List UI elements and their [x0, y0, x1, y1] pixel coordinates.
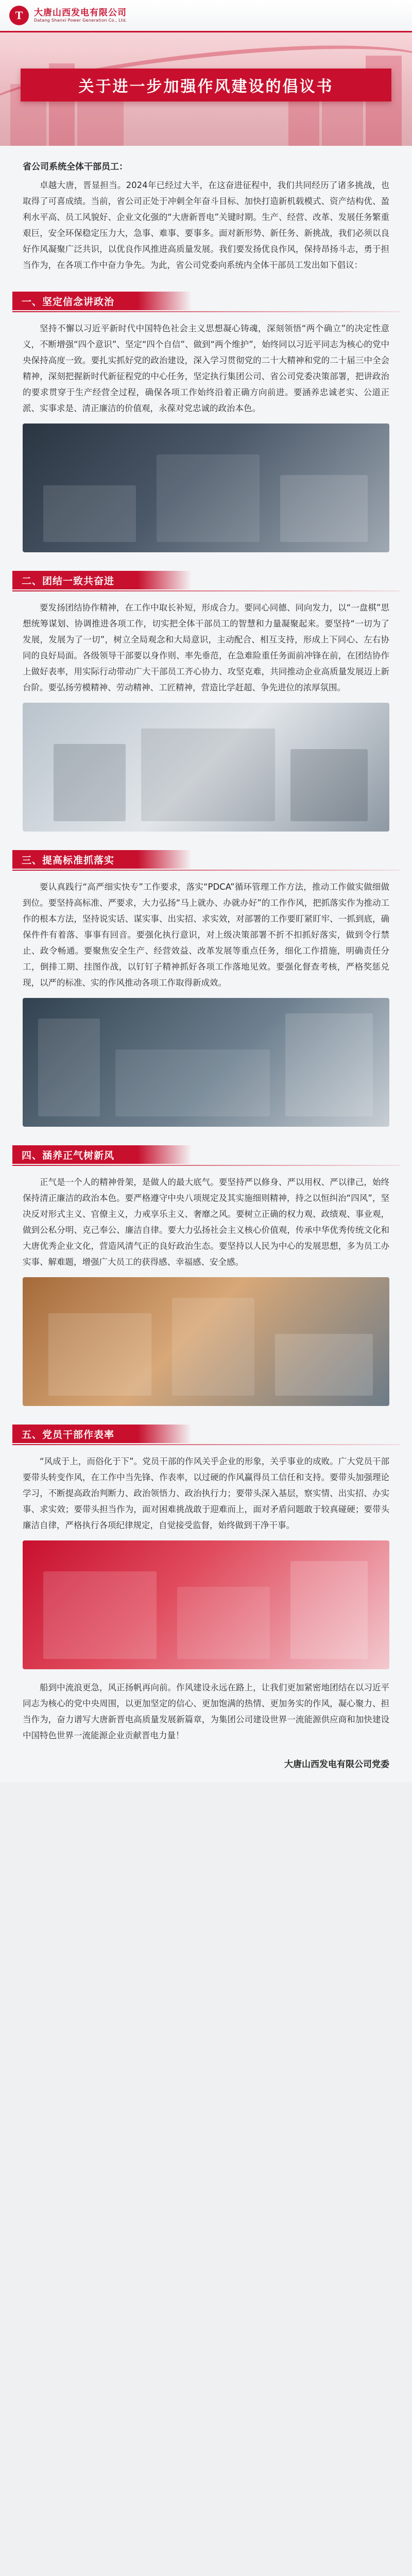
greeting: 省公司系统全体干部员工：	[23, 162, 128, 172]
building-silhouette	[77, 97, 124, 146]
signature: 大唐山西发电有限公司党委	[284, 1759, 389, 1770]
section-title-bar	[12, 850, 192, 869]
section-4-photo	[23, 1277, 389, 1406]
photo-shape	[48, 1313, 151, 1396]
photo-shape	[280, 475, 368, 542]
section-2-photo	[23, 703, 389, 832]
section-5-paragraph: “风成于上，而俗化于下”。党员干部的作风关乎企业的形象，关乎事业的成败。广大党员干部要带头转变作风，在工作中当先锋、作表率，以过硬的作风赢得员工信任和支持。要带头加强理论学习，不断提高政治判断力、政治领悟力、政治执行力；要带头深入基层，察实情、出实招、办实事、求实效；要带头担当作为，面对困难挑战敢于迎难而上，面对矛盾问题敢于较真碰硬；要带头廉洁自律，严格执行各项纪律规定，自觉接受监督，始终做到干净干事。	[23, 1456, 389, 1530]
photo-shape	[38, 1019, 100, 1116]
photo-shape	[54, 744, 126, 821]
photo-shape	[177, 1587, 270, 1659]
section-title: 一、坚定信念讲政治	[22, 296, 115, 308]
section-4-paragraph: 正气是一个人的精神骨架，是做人的最大底气。要坚持严以修身、严以用权、严以律己，始终保持清正廉洁的政治本色。要严格遵守中央八项规定及其实施细则精神，持之以恒纠治“四风”，坚决反对形式主义、官僚主义，力戒享乐主义、奢靡之风。要树立正确的权力观、政绩观、事业观，做到公私分明、克己奉公、廉洁自律。要大力弘扬社会主义核心价值观，传承中华优秀传统文化和大唐优秀企业文化，营造风清气正的良好政治生态。要坚持以人民为中心的发展思想，多为员工办实事、解难题，增强广大员工的获得感、幸福感、安全感。	[23, 1177, 389, 1267]
company-name-cn: 大唐山西发电有限公司	[34, 7, 127, 18]
section-title: 二、团结一致共奋进	[22, 575, 115, 587]
section-3-paragraph: 要认真践行“高严细实快专”工作要求，落实“PDCA”循环管理工作方法，推动工作做实做细做到位。要坚持高标准、严要求，大力弘扬“马上就办、办就办好”的工作作风，把抓落实作为推动工作的根本方法，坚持说实话、谋实事、出实招、求实效，对部署的工作要盯紧盯牢、一抓到底，确保件件有着落、事事有回音。要强化执行意识，对上级决策部署不折不扣抓好落实，做到令行禁止、政令畅通。要聚焦安全生产、经营效益、改革发展等重点任务，细化工作措施，明确责任分工，倒排工期、挂图作战，以钉钉子精神抓好各项工作落地见效。要强化督查考核，严格奖惩兑现，以严的标准、实的作风推动各项工作取得新成效。	[23, 882, 389, 988]
section-header-4	[0, 1142, 412, 1166]
title-box	[21, 69, 391, 101]
section-title: 三、提高标准抓落实	[22, 854, 115, 866]
signature-block	[23, 1748, 389, 1782]
section-header-3	[0, 847, 412, 871]
intro-paragraph: 卓越大唐，晋显担当。2024年已经过大半，在这奋进征程中，我们共同经历了诸多挑战，也取得了可喜成绩。当前，省公司正处于冲刺全年奋斗目标、加快打造新机载模式、资产结构优、盈利水平高、员工风貌好、企业文化强的“大唐新晋电”关键时期。生产、经营、改革、发展任务繁重艰巨，安全环保稳定压力大，急事、难事、要事多。面对新形势、新任务、新挑战，我们必须以良好作风凝聚广泛共识，以优良作风推进高质量发展。我们要发扬优良作风，保持昂扬斗志，勇于担当作为，在各项工作中奋力争先。为此，省公司党委向系统内全体干部员工发出如下倡议：	[23, 180, 389, 270]
section-5-photo	[23, 1540, 389, 1669]
section-header-1	[0, 289, 412, 312]
closing-paragraph: 船到中流浪更急，风正扬帆再向前。作风建设永远在路上，让我们更加紧密地团结在以习近平同志为核心的党中央周围，以更加坚定的信心、更加饱满的热情、更加务实的作风，凝心聚力、担当作为，奋力谱写大唐新晋电高质量发展新篇章，为集团公司建设世界一流能源供应商和加快建设中国特色世界一流能源企业贡献晋电力量！	[23, 1683, 389, 1740]
main-content	[0, 146, 412, 1782]
section-title-bar	[12, 292, 192, 310]
page-title: 关于进一步加强作风建设的倡议书	[78, 78, 334, 96]
company-logo-icon: T	[9, 6, 29, 25]
company-name	[34, 8, 127, 23]
company-name-en: Datang Shanxi Power Generation Co., Ltd.	[34, 18, 127, 23]
section-header-5	[0, 1421, 412, 1445]
section-2-paragraph: 要发扬团结协作精神，在工作中取长补短，形成合力。要同心同德、同向发力，以“一盘棋”思想统筹谋划、协调推进各项工作，切实把全体干部员工的智慧和力量凝聚起来。要坚持“一切为了发展，发展为了一切”，树立全局观念和大局意识，主动配合、相互支持，形成上下同心、左右协同的良好局面。各级领导干部要以身作则、率先垂范，在急难险重任务面前冲锋在前，在团结协作上做好表率，用实际行动带动广大干部员工齐心协力、攻坚克难，共同推动企业高质量发展迈上新台阶。要弘扬劳模精神、劳动精神、工匠精神，营造比学赶超、争先进位的浓厚氛围。	[23, 603, 389, 692]
photo-shape	[290, 1561, 368, 1659]
section-1-paragraph: 坚持不懈以习近平新时代中国特色社会主义思想凝心铸魂，深刻领悟“两个确立”的决定性意义，不断增强“四个意识”、坚定“四个自信”、做到“两个维护”，始终同以习近平同志为核心的党中央保持高度一致。要扎实抓好党的政治建设，深入学习贯彻党的二十大精神和党的二十届三中全会精神，深刻把握新时代新征程党的中心任务，坚定执行集团公司、省公司党委决策部署，把讲政治的要求贯穿于生产经营全过程，确保各项工作始终沿着正确方向前进。要涵养忠诚老实、公道正派、实事求是、清正廉洁的价值观，永葆对党忠诚的政治本色。	[23, 324, 389, 413]
section-title: 五、党员干部作表率	[22, 1429, 115, 1440]
photo-shape	[172, 1298, 254, 1396]
section-divider	[12, 311, 400, 312]
photo-shape	[43, 1571, 157, 1659]
photo-shape	[43, 485, 136, 542]
section-divider	[12, 1165, 400, 1166]
section-divider	[12, 870, 400, 871]
photo-shape	[275, 1334, 373, 1396]
section-title: 四、涵养正气树新风	[22, 1149, 115, 1161]
section-divider	[12, 1444, 400, 1445]
section-3-photo	[23, 998, 389, 1127]
photo-shape	[115, 1049, 270, 1116]
section-divider	[12, 590, 400, 591]
photo-shape	[141, 728, 275, 821]
section-title-bar	[12, 1145, 192, 1164]
section-title-bar	[12, 571, 192, 589]
section-header-2	[0, 568, 412, 591]
photo-shape	[157, 454, 260, 542]
photo-shape	[285, 1013, 373, 1116]
header-bar	[0, 0, 412, 32]
hero-banner	[0, 32, 412, 146]
section-1-photo	[23, 423, 389, 552]
photo-shape	[290, 749, 368, 821]
section-title-bar	[12, 1425, 192, 1443]
